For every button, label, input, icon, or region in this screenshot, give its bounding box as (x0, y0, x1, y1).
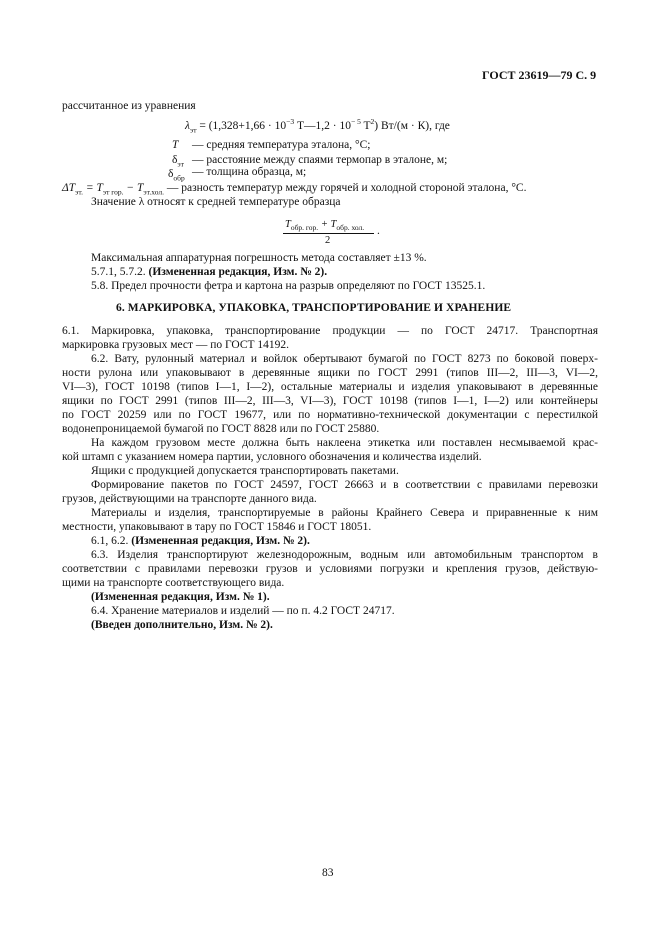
formula-exp3: 2 (370, 117, 375, 127)
p-packs-line1: Формирование пакетов по ГОСТ 24597, ГОСТ 26663 и в соответствии с правилами перевозки (91, 479, 598, 491)
item-5-8: 5.8. Предел прочности фетра и картона на разрыв определяют по ГОСТ 13525.1. (91, 280, 486, 292)
delta-t-definition: $\Delta T_{эт.} = T_{эт гор.} - T_{эт.хол.}$ — разность температур между горячей и холодной стороной эталона, °С. (62, 182, 527, 197)
p62-line1: 6.2. Вату, рулонный материал и войлок обертывают бумагой по ГОСТ 8273 по боковой поверх- (91, 353, 598, 365)
def-symbol-delta-obr: $\delta_{обр}$ (168, 168, 185, 183)
lambda-formula (185, 119, 450, 133)
edition-note-63: (Измененная редакция, Изм. № 1). (91, 591, 270, 603)
p-packs-line2: грузов, действующими на транспорте данного вида. (62, 493, 317, 505)
section-title: 6. МАРКИРОВКА, УПАКОВКА, ТРАНСПОРТИРОВАНИЕ И ХРАНЕНИЕ (116, 302, 512, 314)
edition-note-64: (Введен дополнительно, Изм. № 2). (91, 619, 273, 631)
edition-note-571: 5.7.1, 5.7.2. (Измененная редакция, Изм. № 2). (91, 266, 328, 278)
formula-lambda-sub: эт (189, 125, 197, 135)
page-header: ГОСТ 23619—79 С. 9 (482, 68, 597, 82)
p61-line2: маркировка грузовых мест — по ГОСТ 14192. (62, 339, 290, 351)
p62-line2: ности рулона или упаковывают в деревянные ящики по ГОСТ 2991 (типов III—2, III—3, VI—2, (62, 367, 598, 379)
def-text-delta-et: — расстояние между спаями термопар в эталоне, м; (192, 154, 448, 166)
fraction-denominator: 2 (325, 235, 331, 246)
p-north-line1: Материалы и изделия, транспортируемые в районы Крайнего Севера и приравненные к ним (91, 507, 598, 519)
p63-line1: 6.3. Изделия транспортируют железнодорожным, водным или автомобильным транспортом в (91, 549, 598, 561)
formula-exp2: − 5 (350, 117, 361, 127)
p62-line3: VI—3), ГОСТ 10198 (типов I—1, I—2), остальные материалы и изделия упаковывают в деревянные (62, 381, 598, 393)
def-symbol-t: T (172, 139, 179, 151)
p64: 6.4. Хранение материалов и изделий — по п. 4.2 ГОСТ 24717. (91, 605, 395, 617)
formula-lambda-symbol: λ (185, 120, 190, 132)
delta-t-lhs: ΔT (62, 182, 76, 194)
intro-text: рассчитанное из уравнения (62, 100, 196, 112)
edition-note-61: 6.1, 6.2. (Измененная редакция, Изм. № 2). (91, 535, 310, 547)
p-boxes: Ящики с продукцией допускается транспортировать пакетами. (91, 465, 399, 477)
formula-eq: = (1,328+1,66 · 10 (199, 120, 287, 132)
def-text-delta-obr: — толщина образца, м; (192, 166, 307, 178)
p62-line5: по ГОСТ 20259 или по ГОСТ 19677, или по нормативно-технической документации с перестилкой (62, 409, 598, 421)
def-symbol-delta-et: $\delta_{эт}$ (172, 154, 184, 169)
formula-exp1: −3 (286, 117, 295, 127)
p63-line2: соответствии с правилами перевозки грузов и условиями погрузки и крепления грузов, действую- (62, 563, 598, 575)
p62-line6: водонепроницаемой бумагой по ГОСТ 8828 или по ГОСТ 25880. (62, 423, 380, 435)
p63-line3: щими на транспорте соответствующего вида. (62, 577, 285, 589)
formula-mid: T—1,2 · 10 (294, 120, 351, 132)
page-number: 83 (322, 867, 334, 879)
p62-line4: ящики по ГОСТ 2991 (типов III—2, III—3, VI—3), ГОСТ 10198 (типов I—1, I—2) или контейнеры (62, 395, 598, 407)
error-note: Максимальная аппаратурная погрешность метода составляет ±13 %. (91, 252, 427, 264)
p-label-line2: кой штамп с указанием номера партии, условного обозначения и количества изделий. (62, 451, 482, 463)
def-text-t: — средняя температура эталона, °С; (192, 139, 371, 151)
fraction-end: . (377, 225, 380, 237)
lambda-note: Значение λ относят к средней температуре образца (91, 196, 341, 208)
p-label-line1: На каждом грузовом месте должна быть наклеена этикетка или поставлен несмываемой крас- (91, 437, 598, 449)
fraction-numerator: $T_{обр. гор.} + T_{обр. хол.}$ (285, 219, 365, 233)
formula-units: ) Вт/(м · К), где (374, 120, 450, 132)
formula-tail: T (360, 120, 371, 132)
p-north-line2: местности, упаковывают в тару по ГОСТ 15846 и ГОСТ 18051. (62, 521, 372, 533)
p61-line1: 6.1. Маркировка, упаковка, транспортирование продукции — по ГОСТ 24717. Транспортная (62, 325, 598, 337)
